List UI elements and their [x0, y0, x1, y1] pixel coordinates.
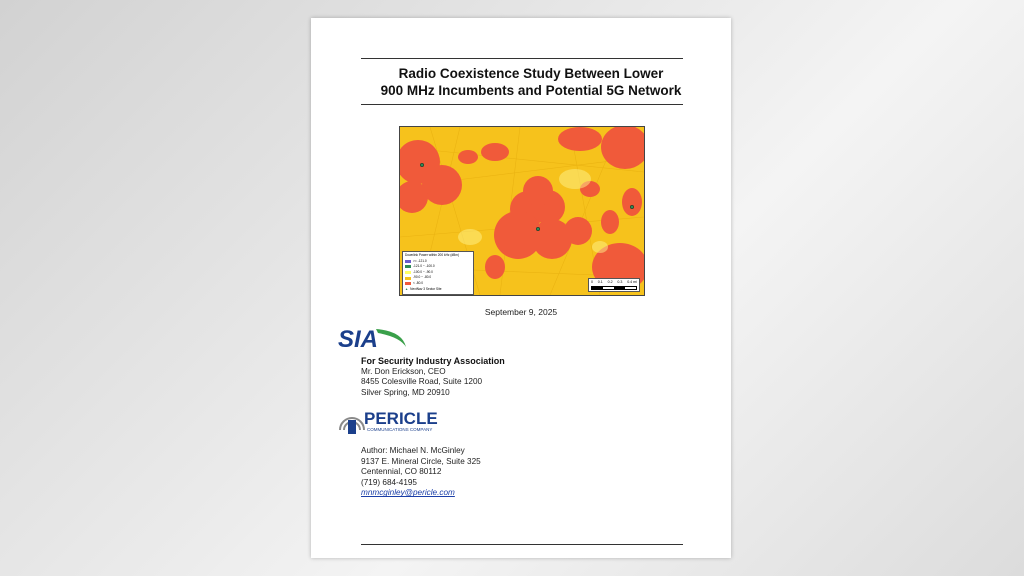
scale-tick: 0.4 mi	[627, 280, 637, 284]
pericle-logo	[334, 404, 464, 438]
legend-title: Downlink Power within 200 kHz (dBm)	[405, 253, 460, 257]
legend-label: -100.0 ~ -90.0	[413, 269, 433, 274]
scale-tick: 0.2	[607, 280, 613, 284]
sponsor-block	[361, 356, 505, 398]
sia-logo	[336, 323, 416, 359]
scale-ticks	[591, 280, 637, 284]
coverage-map	[399, 126, 645, 296]
footer-rule	[361, 544, 683, 545]
legend-label: -121.0 ~ -100.0	[413, 264, 435, 269]
title-bottom-rule	[361, 104, 683, 105]
map-legend	[402, 251, 474, 295]
legend-swatch	[405, 265, 411, 268]
document-title	[366, 65, 696, 99]
author-email-link[interactable]: mnmcginley@pericle.com	[361, 488, 455, 498]
title-top-rule	[361, 58, 683, 59]
scale-tick: 0	[591, 280, 593, 284]
sia-logo-text: SIA	[338, 326, 379, 353]
author-block	[361, 446, 481, 499]
scale-tick: 0.1	[597, 280, 603, 284]
title-line-1: Radio Coexistence Study Between Lower	[398, 66, 664, 81]
sponsor-contact: Mr. Don Erickson, CEO	[361, 366, 446, 376]
legend-label: < -80.0	[413, 280, 424, 285]
legend-swatch	[405, 271, 411, 274]
legend-label: >= -121.0	[413, 258, 427, 263]
author-phone: (719) 684-4195	[361, 477, 417, 487]
sponsor-address-1: 8455 Colesville Road, Suite 1200	[361, 377, 483, 387]
legend-swatch	[405, 282, 411, 285]
sponsor-address-2: Silver Spring, MD 20910	[361, 387, 450, 397]
author-name: Author: Michael N. McGinley	[361, 446, 465, 455]
title-line-2: 900 MHz Incumbents and Potential 5G Network	[380, 83, 682, 98]
sponsor-heading: For Security Industry Association	[361, 356, 505, 366]
site-marker-icon: ▲	[405, 286, 409, 291]
scale-tick: 0.3	[617, 280, 623, 284]
legend-label: -90.0 ~ -80.0	[413, 275, 432, 280]
author-address-2: Centennial, CO 80112	[361, 467, 442, 477]
author-address-1: 9137 E. Mineral Circle, Suite 325	[361, 456, 481, 466]
document-page	[311, 18, 731, 558]
legend-swatch	[405, 277, 411, 280]
scale-bar-graphic	[591, 286, 637, 290]
legend-site	[405, 287, 471, 293]
legend-site-label: NextNav 3 Sector Site	[410, 286, 442, 291]
pericle-logo-subtext: COMMUNICATIONS COMPANY	[367, 427, 433, 432]
pericle-logo-text: PERICLE	[364, 409, 438, 428]
map-scale-bar	[588, 278, 640, 292]
legend-swatch	[405, 260, 411, 263]
document-date: September 9, 2025	[484, 307, 558, 317]
